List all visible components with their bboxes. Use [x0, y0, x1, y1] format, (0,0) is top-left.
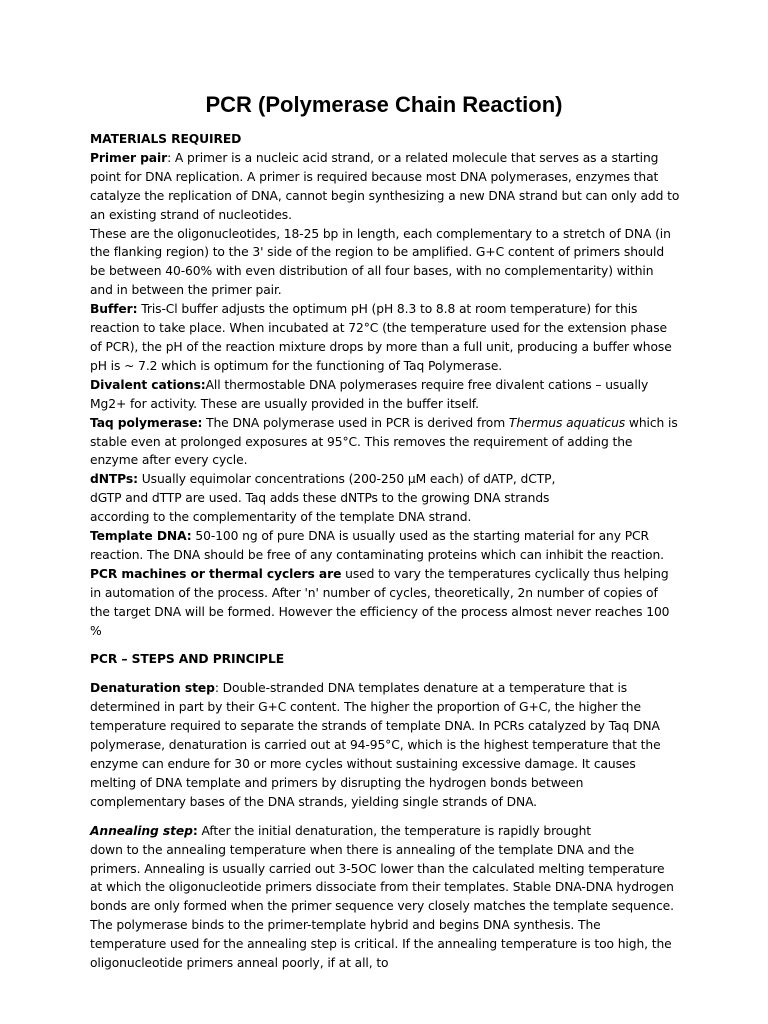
- annealing-label: Annealing step: [90, 823, 193, 838]
- buffer-paragraph: Buffer: Tris-Cl buffer adjusts the optimum pH (pH 8.3 to 8.8 at room temperature) for this reaction to take place. When incubated at 72°C (the temperature used for the extension phase of PCR), the pH of the reaction mixture drops by more than a full unit, producing a buffer whose pH is ~ 7.2 which is optimum for the functioning of Taq Polymerase.: [90, 302, 672, 373]
- materials-heading: MATERIALS REQUIRED: [90, 132, 242, 146]
- template-label: Template DNA:: [90, 529, 192, 544]
- dntp-label: dNTPs:: [90, 472, 138, 487]
- primer-paragraph-2: These are the oligonucleotides, 18-25 bp in length, each complementary to a stretch of DNA (in the flanking region) to the 3' side of the region to be amplified. G+C content of primers should be between 40-60% with even distribution of all four bases, with no complementarity) within and in between the primer pair.: [90, 226, 671, 298]
- dntp-paragraph: dNTPs: Usually equimolar concentrations (200-250 µM each) of dATP, dCTP, dGTP and dTTP are used. Taq adds these dNTPs to the growing DNA strands according to the complementarity of the template DNA strand.: [90, 472, 556, 525]
- buffer-label: Buffer:: [90, 302, 138, 317]
- machines-paragraph: PCR machines or thermal cyclers are used to vary the temperatures cyclically thus helping in automation of the process. After 'n' number of cycles, theoretically, 2n number of copies of the target DNA will be formed. However the efficiency of the process almost never reaches 100 %: [90, 566, 670, 638]
- taq-species: Thermus aquaticus: [508, 415, 626, 430]
- cations-paragraph: Divalent cations:All thermostable DNA polymerases require free divalent cations – usually Mg2+ for activity. These are usually provided in the buffer itself.: [90, 377, 649, 411]
- primer-label: Primer pair: [90, 150, 168, 165]
- primer-paragraph: Primer pair: A primer is a nucleic acid strand, or a related molecule that serves as a starting point for DNA replication. A primer is required because most DNA polymerases, enzymes that catalyze the replication of DNA, cannot begin synthesizing a new DNA strand but can only add to an existing strand of nucleotides.: [90, 150, 680, 222]
- page-title: PCR (Polymerase Chain Reaction): [205, 92, 563, 117]
- taq-paragraph: Taq polymerase: The DNA polymerase used in PCR is derived from Thermus aquaticus which is stable even at prolonged exposures at 95°C. This removes the requirement of adding the enzyme after every cycle.: [90, 415, 678, 468]
- denaturation-label: Denaturation step: [90, 681, 215, 696]
- denaturation-paragraph: Denaturation step: Double-stranded DNA templates denature at a temperature that is determined in part by their G+C content. The higher the proportion of G+C, the higher the temperature required to separate the strands of template DNA. In PCRs catalyzed by Taq DNA polymerase, denaturation is carried out at 94-95°C, which is the highest temperature that the enzyme can endure for 30 or more cycles without sustaining excessive damage. It causes melting of DNA template and primers by disrupting the hydrogen bonds between complementary bases of the DNA strands, yielding single strands of DNA.: [90, 681, 661, 809]
- steps-heading: PCR – STEPS AND PRINCIPLE: [90, 652, 285, 667]
- template-paragraph: Template DNA: 50-100 ng of pure DNA is usually used as the starting material for any PCR reaction. The DNA should be free of any contaminating proteins which can inhibit the reaction.: [90, 529, 664, 562]
- cations-label: Divalent cations:: [90, 377, 206, 392]
- machines-label: PCR machines or thermal cyclers are: [90, 566, 342, 581]
- taq-label: Taq polymerase:: [90, 415, 203, 430]
- annealing-paragraph: Annealing step: After the initial denaturation, the temperature is rapidly brought down to the annealing temperature when there is annealing of the template DNA and the primers. Annealing is usually carried out 3-5OC lower than the calculated melting temperature at which the oligonucleotide primers dissociate from their templates. Stable DNA-DNA hydrogen bonds are only formed when the primer sequence very closely matches the template sequence. The polymerase binds to the primer-template hybrid and begins DNA synthesis. The temperature used for the annealing step is critical. If the annealing temperature is too high, the oligonucleotide primers anneal poorly, if at all, to: [90, 823, 674, 971]
- document-body: [90, 130, 680, 973]
